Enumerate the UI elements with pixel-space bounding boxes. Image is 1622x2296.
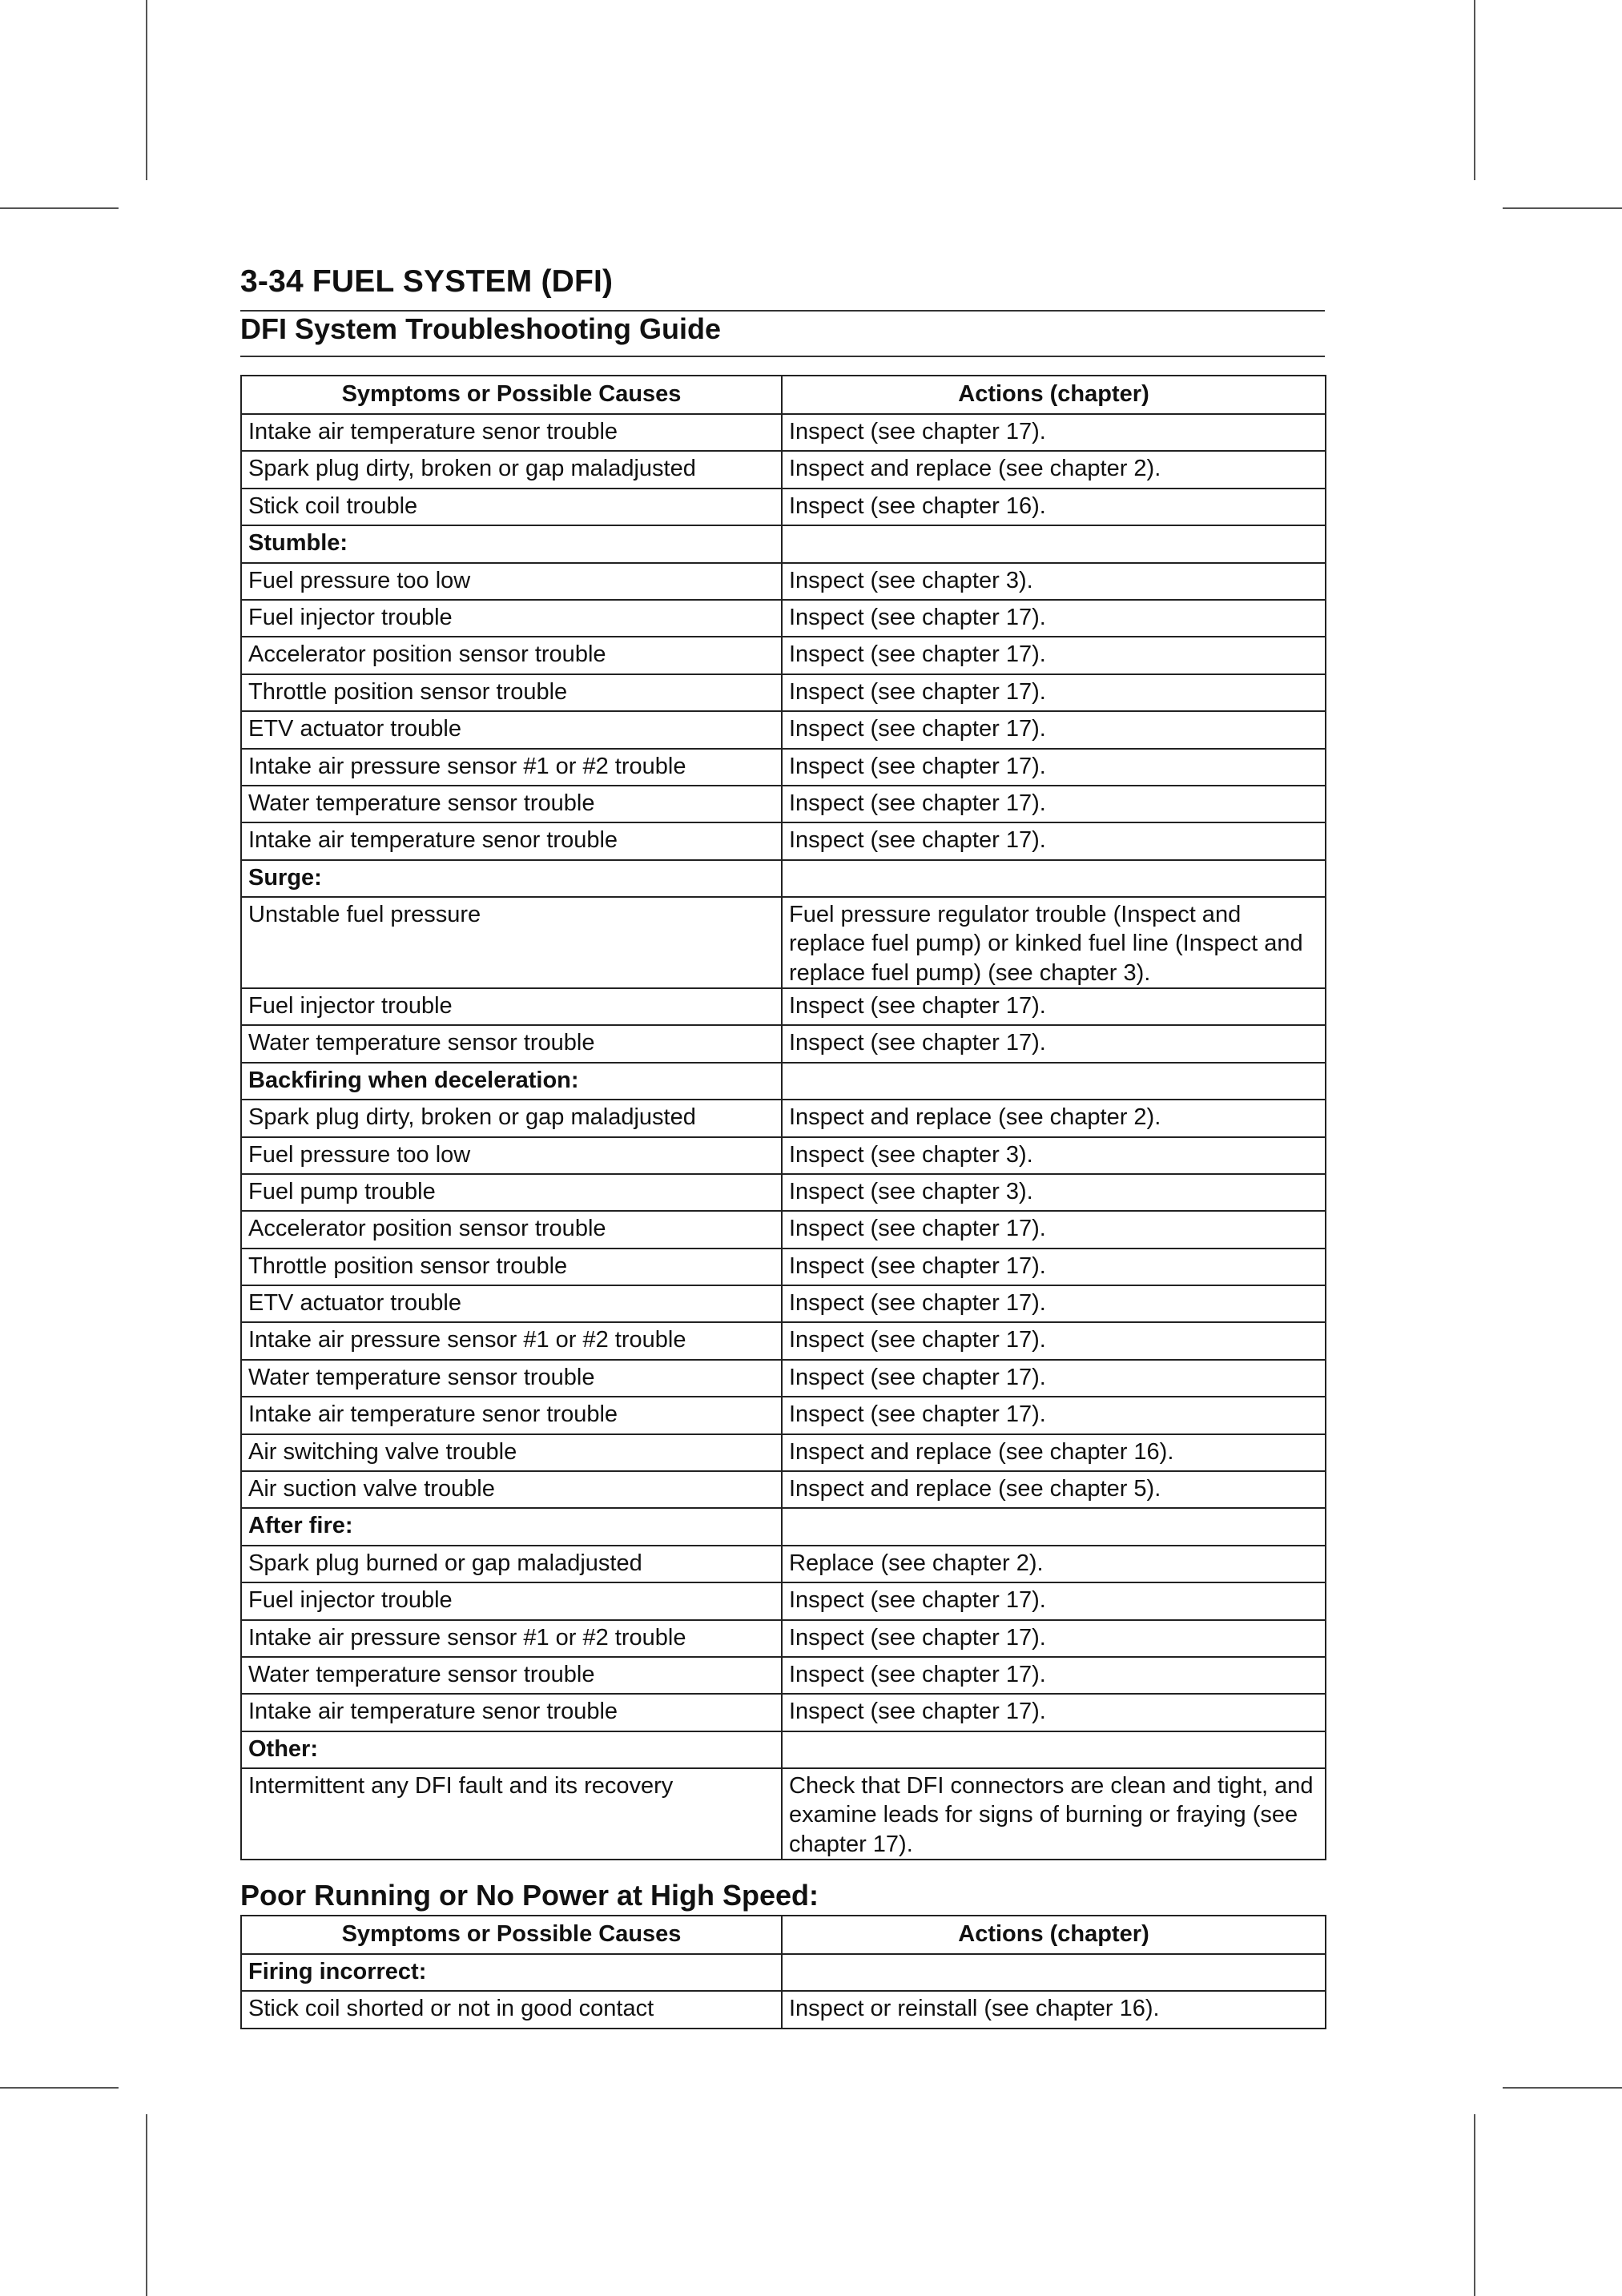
table-row [241,563,1326,600]
table-row [241,1657,1326,1694]
action-cell [782,860,1326,897]
cause-cell: Water temperature sensor trouble [241,786,782,822]
crop-mark [0,207,119,209]
cause-cell: Intake air pressure sensor #1 or #2 trouble [241,749,782,786]
action-cell [782,1063,1326,1100]
table-row [241,1991,1326,2028]
cause-cell: Intake air temperature senor trouble [241,1694,782,1731]
category-row [241,1731,1326,1768]
action-cell: Inspect (see chapter 17). [782,786,1326,822]
table-row [241,711,1326,748]
crop-mark [0,2087,119,2089]
cause-cell: Fuel pressure too low [241,563,782,600]
table-row [241,1434,1326,1471]
action-cell [782,1508,1326,1545]
crop-mark [1503,207,1622,209]
action-cell: Inspect (see chapter 17). [782,674,1326,711]
troubleshooting-table [240,375,1326,1860]
table-row [241,1025,1326,1062]
header-actions: Actions (chapter) [782,376,1326,414]
cause-cell: Throttle position sensor trouble [241,674,782,711]
category-row [241,525,1326,562]
category-label: Surge: [241,860,782,897]
action-cell: Inspect (see chapter 17). [782,637,1326,674]
cause-cell: Stick coil trouble [241,489,782,525]
crop-mark [1474,0,1475,180]
action-cell: Inspect (see chapter 17). [782,1211,1326,1248]
table-row [241,600,1326,637]
action-cell: Inspect or reinstall (see chapter 16). [782,1991,1326,2028]
table-row [241,1174,1326,1211]
cause-cell: Intermittent any DFI fault and its recovery [241,1768,782,1860]
table-header-row [241,376,1326,414]
action-cell: Inspect (see chapter 3). [782,1174,1326,1211]
header-actions: Actions (chapter) [782,1916,1326,1954]
table-row [241,674,1326,711]
cause-cell: Fuel injector trouble [241,988,782,1025]
table-row [241,489,1326,525]
table-row [241,1100,1326,1136]
cause-cell: Water temperature sensor trouble [241,1025,782,1062]
section-title: DFI System Troubleshooting Guide [240,312,722,345]
cause-cell: Intake air pressure sensor #1 or #2 trouble [241,1620,782,1657]
category-label: After fire: [241,1508,782,1545]
cause-cell: Accelerator position sensor trouble [241,637,782,674]
action-cell: Fuel pressure regulator trouble (Inspect and replace fuel pump) or kinked fuel line (Inspect and replace fuel pump) (see chapter 3). [782,897,1326,988]
cause-cell: Unstable fuel pressure [241,897,782,988]
cause-cell: Spark plug dirty, broken or gap maladjusted [241,451,782,488]
table-row [241,1768,1326,1860]
table-row [241,1360,1326,1397]
action-cell: Inspect and replace (see chapter 2). [782,1100,1326,1136]
table-row [241,1620,1326,1657]
table-row [241,1546,1326,1582]
action-cell: Replace (see chapter 2). [782,1546,1326,1582]
action-cell: Inspect (see chapter 16). [782,489,1326,525]
table-row [241,451,1326,488]
action-cell [782,1731,1326,1768]
action-cell: Inspect (see chapter 17). [782,414,1326,451]
table-row [241,1211,1326,1248]
cause-cell: Spark plug burned or gap maladjusted [241,1546,782,1582]
table-row [241,1694,1326,1731]
action-cell: Inspect (see chapter 17). [782,600,1326,637]
action-cell: Inspect (see chapter 3). [782,563,1326,600]
table-row [241,414,1326,451]
crop-mark [146,2114,147,2296]
heading-rule [240,310,1325,312]
cause-cell: Throttle position sensor trouble [241,1249,782,1285]
table-row [241,1582,1326,1619]
action-cell: Inspect (see chapter 17). [782,1360,1326,1397]
table-row [241,1137,1326,1174]
category-label: Other: [241,1731,782,1768]
header-causes: Symptoms or Possible Causes [241,376,782,414]
cause-cell: Intake air temperature senor trouble [241,822,782,859]
cause-cell: Fuel injector trouble [241,1582,782,1619]
table-row [241,988,1326,1025]
section-rule [240,356,1325,357]
action-cell: Inspect (see chapter 3). [782,1137,1326,1174]
action-cell: Inspect (see chapter 17). [782,1025,1326,1062]
category-label: Stumble: [241,525,782,562]
table-row [241,1471,1326,1508]
cause-cell: Water temperature sensor trouble [241,1360,782,1397]
crop-mark [1503,2087,1622,2089]
action-cell [782,1954,1326,1991]
table-row [241,897,1326,988]
action-cell: Inspect (see chapter 17). [782,1322,1326,1359]
cause-cell: Air suction valve trouble [241,1471,782,1508]
crop-mark [1474,2114,1475,2296]
cause-cell: Fuel pump trouble [241,1174,782,1211]
action-cell: Inspect (see chapter 17). [782,1582,1326,1619]
action-cell: Inspect and replace (see chapter 16). [782,1434,1326,1471]
page-heading: 3-34 FUEL SYSTEM (DFI) [240,264,614,299]
action-cell [782,525,1326,562]
category-label: Backfiring when deceleration: [241,1063,782,1100]
table-row [241,786,1326,822]
action-cell: Inspect (see chapter 17). [782,1694,1326,1731]
action-cell: Inspect (see chapter 17). [782,1657,1326,1694]
cause-cell: Accelerator position sensor trouble [241,1211,782,1248]
category-row [241,1508,1326,1545]
action-cell: Inspect (see chapter 17). [782,1397,1326,1433]
category-label: Firing incorrect: [241,1954,782,1991]
table-header-row [241,1916,1326,1954]
action-cell: Inspect and replace (see chapter 2). [782,451,1326,488]
table-row [241,1322,1326,1359]
table-row [241,749,1326,786]
category-row [241,860,1326,897]
cause-cell: Intake air temperature senor trouble [241,414,782,451]
cause-cell: Intake air temperature senor trouble [241,1397,782,1433]
action-cell: Inspect (see chapter 17). [782,711,1326,748]
action-cell: Inspect (see chapter 17). [782,822,1326,859]
cause-cell: ETV actuator trouble [241,1285,782,1322]
action-cell: Inspect (see chapter 17). [782,1620,1326,1657]
cause-cell: Fuel injector trouble [241,600,782,637]
high-speed-section-title: Poor Running or No Power at High Speed: [240,1879,819,1912]
action-cell: Inspect (see chapter 17). [782,988,1326,1025]
action-cell: Inspect (see chapter 17). [782,1249,1326,1285]
table-row [241,822,1326,859]
action-cell: Inspect (see chapter 17). [782,749,1326,786]
action-cell: Check that DFI connectors are clean and tight, and examine leads for signs of burning or fraying (see chapter 17). [782,1768,1326,1860]
cause-cell: Spark plug dirty, broken or gap maladjusted [241,1100,782,1136]
category-row [241,1954,1326,1991]
category-row [241,1063,1326,1100]
cause-cell: ETV actuator trouble [241,711,782,748]
action-cell: Inspect and replace (see chapter 5). [782,1471,1326,1508]
header-causes: Symptoms or Possible Causes [241,1916,782,1954]
action-cell: Inspect (see chapter 17). [782,1285,1326,1322]
table-row [241,1285,1326,1322]
cause-cell: Water temperature sensor trouble [241,1657,782,1694]
cause-cell: Fuel pressure too low [241,1137,782,1174]
table-row [241,1397,1326,1433]
cause-cell: Stick coil shorted or not in good contact [241,1991,782,2028]
cause-cell: Intake air pressure sensor #1 or #2 trouble [241,1322,782,1359]
table-row [241,637,1326,674]
cause-cell: Air switching valve trouble [241,1434,782,1471]
table-row [241,1249,1326,1285]
high-speed-table [240,1915,1326,2029]
crop-mark [146,0,147,180]
